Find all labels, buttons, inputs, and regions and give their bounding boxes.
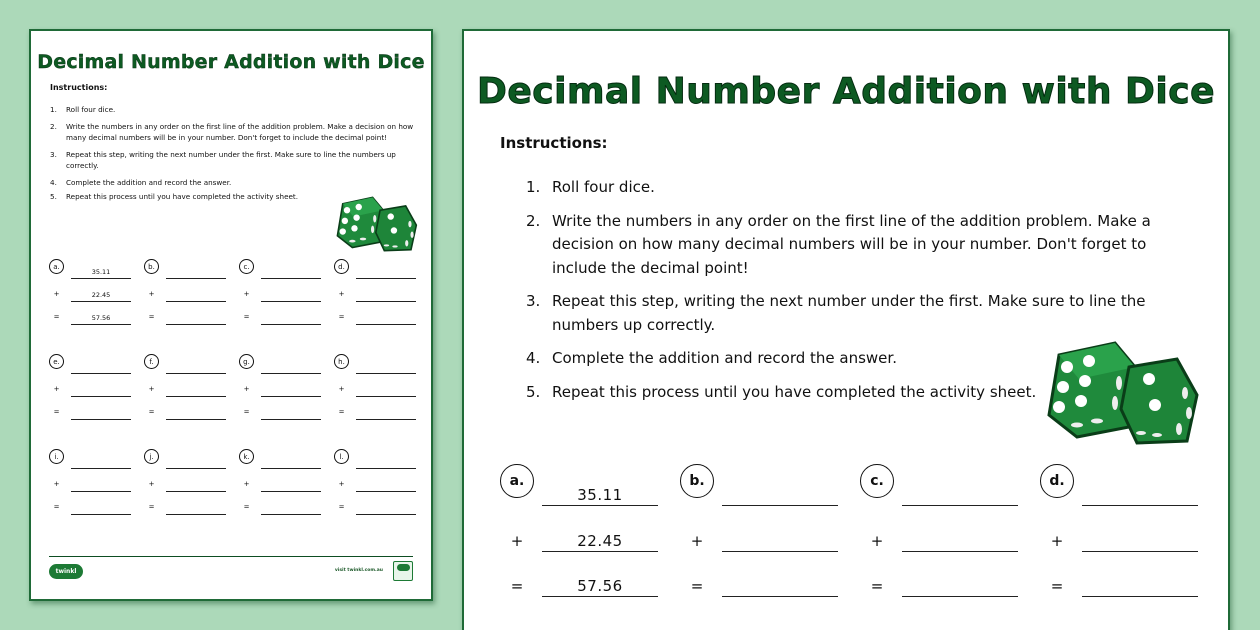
first-number-line[interactable] bbox=[71, 457, 131, 469]
answer-line[interactable] bbox=[902, 575, 1018, 597]
answer-line[interactable] bbox=[356, 503, 416, 515]
answer-line[interactable] bbox=[356, 313, 416, 325]
first-number-line[interactable] bbox=[261, 267, 321, 279]
second-number-line[interactable] bbox=[261, 480, 321, 492]
equals-sign: = bbox=[53, 408, 60, 416]
worksheet-title: Decimal Number Addition with Dice bbox=[476, 71, 1216, 112]
first-number-line[interactable] bbox=[1082, 484, 1198, 506]
answer-line[interactable] bbox=[166, 503, 226, 515]
plus-sign: + bbox=[53, 480, 60, 488]
second-number-line[interactable] bbox=[166, 290, 226, 302]
first-number-line[interactable] bbox=[356, 267, 416, 279]
problem-l bbox=[334, 449, 416, 519]
answer-line[interactable] bbox=[261, 313, 321, 325]
instructions-heading: Instructions: bbox=[50, 83, 108, 92]
twinkl-logo: twinkl bbox=[49, 564, 83, 579]
problem-label-circle: l. bbox=[334, 449, 349, 464]
equals-sign: = bbox=[148, 408, 155, 416]
second-number-line[interactable] bbox=[166, 385, 226, 397]
first-number-line[interactable] bbox=[722, 484, 838, 506]
worksheet-title: Decimal Number Addition with Dice bbox=[37, 51, 425, 73]
plus-sign: + bbox=[870, 532, 884, 550]
problem-b bbox=[680, 464, 836, 604]
instruction-item: 3. Repeat this step, writing the next number under the first. Make sure to line the numbers up correctly. bbox=[50, 150, 396, 170]
instruction-item: 4. Complete the addition and record the answer. bbox=[50, 178, 232, 187]
problem-label-circle: h. bbox=[334, 354, 349, 369]
equals-sign: = bbox=[53, 313, 60, 321]
second-number-line[interactable] bbox=[902, 530, 1018, 552]
equals-sign: = bbox=[338, 408, 345, 416]
answer-line[interactable] bbox=[166, 408, 226, 420]
problem-label-circle: k. bbox=[239, 449, 254, 464]
problem-label-circle: d. bbox=[1040, 464, 1074, 498]
answer-line[interactable] bbox=[722, 575, 838, 597]
dice-icon bbox=[331, 194, 419, 252]
equals-sign: = bbox=[243, 408, 250, 416]
plus-sign: + bbox=[148, 385, 155, 393]
second-number-line[interactable] bbox=[356, 480, 416, 492]
worksheet-preview-full bbox=[29, 29, 433, 601]
dice-icon bbox=[1037, 337, 1202, 445]
problem-f bbox=[144, 354, 226, 424]
instructions-list bbox=[50, 104, 420, 208]
problem-label-circle: g. bbox=[239, 354, 254, 369]
answer-line[interactable] bbox=[166, 313, 226, 325]
second-number-line[interactable] bbox=[166, 480, 226, 492]
instruction-item: 2. Write the numbers in any order on the first line of the addition problem. Make a decision on how many decimal numbers will be in your number. Don't forget to include the decimal point! bbox=[50, 122, 414, 142]
footer-divider bbox=[49, 556, 413, 557]
problem-label-circle: a. bbox=[500, 464, 534, 498]
plus-sign: + bbox=[53, 385, 60, 393]
problem-label-circle: i. bbox=[49, 449, 64, 464]
plus-sign: + bbox=[690, 532, 704, 550]
second-number-line[interactable] bbox=[71, 385, 131, 397]
answer-line[interactable] bbox=[356, 408, 416, 420]
problem-label-circle: c. bbox=[239, 259, 254, 274]
plus-sign: + bbox=[510, 532, 524, 550]
first-number-line[interactable]: 35.11 bbox=[71, 267, 131, 279]
problem-label-circle: b. bbox=[680, 464, 714, 498]
equals-sign: = bbox=[148, 503, 155, 511]
problem-label-circle: c. bbox=[860, 464, 894, 498]
worksheet-preview-zoomed bbox=[462, 29, 1230, 630]
plus-sign: + bbox=[243, 385, 250, 393]
first-number-line[interactable] bbox=[166, 267, 226, 279]
answer-line[interactable]: 57.56 bbox=[542, 575, 658, 597]
first-number-line[interactable] bbox=[261, 457, 321, 469]
problem-a bbox=[500, 464, 656, 604]
second-number-line[interactable] bbox=[356, 385, 416, 397]
instruction-item: 3. Repeat this step, writing the next number under the first. Make sure to line the numbers up correctly. bbox=[526, 292, 1146, 334]
instruction-item: 2. Write the numbers in any order on the first line of the addition problem. Make a decision on how many decimal numbers will be in your number. Don't forget to include the decimal point! bbox=[526, 211, 1151, 277]
problem-k bbox=[239, 449, 321, 519]
second-number-line[interactable]: 22.45 bbox=[71, 290, 131, 302]
second-number-line[interactable] bbox=[1082, 530, 1198, 552]
second-number-line[interactable] bbox=[261, 385, 321, 397]
instruction-item: 1. Roll four dice. bbox=[526, 178, 655, 196]
plus-sign: + bbox=[243, 480, 250, 488]
problem-d bbox=[1040, 464, 1196, 604]
problem-b bbox=[144, 259, 226, 329]
problem-a bbox=[49, 259, 131, 329]
problem-j bbox=[144, 449, 226, 519]
answer-line[interactable] bbox=[71, 503, 131, 515]
equals-sign: = bbox=[690, 577, 704, 595]
second-number-line[interactable] bbox=[261, 290, 321, 302]
answer-line[interactable] bbox=[261, 408, 321, 420]
equals-sign: = bbox=[1050, 577, 1064, 595]
equals-sign: = bbox=[243, 503, 250, 511]
answer-line[interactable] bbox=[261, 503, 321, 515]
plus-sign: + bbox=[338, 385, 345, 393]
first-number-line[interactable] bbox=[902, 484, 1018, 506]
first-number-line[interactable] bbox=[71, 362, 131, 374]
problem-label-circle: b. bbox=[144, 259, 159, 274]
problem-label-circle: a. bbox=[49, 259, 64, 274]
equals-sign: = bbox=[243, 313, 250, 321]
problem-g bbox=[239, 354, 321, 424]
equals-sign: = bbox=[510, 577, 524, 595]
instruction-item: 4. Complete the addition and record the answer. bbox=[526, 349, 897, 367]
plus-sign: + bbox=[243, 290, 250, 298]
second-number-line[interactable] bbox=[722, 530, 838, 552]
problem-label-circle: e. bbox=[49, 354, 64, 369]
instruction-item: 5. Repeat this process until you have completed the activity sheet. bbox=[526, 382, 1037, 401]
plus-sign: + bbox=[338, 290, 345, 298]
answer-line[interactable] bbox=[71, 408, 131, 420]
equals-sign: = bbox=[53, 503, 60, 511]
problem-c bbox=[860, 464, 1016, 604]
first-number-line[interactable] bbox=[356, 457, 416, 469]
first-number-line[interactable] bbox=[166, 362, 226, 374]
problem-i bbox=[49, 449, 131, 519]
answer-line[interactable] bbox=[1082, 575, 1198, 597]
equals-sign: = bbox=[338, 503, 345, 511]
first-number-line[interactable] bbox=[166, 457, 226, 469]
first-number-line[interactable]: 35.11 bbox=[542, 484, 658, 506]
problem-e bbox=[49, 354, 131, 424]
plus-sign: + bbox=[148, 290, 155, 298]
problem-c bbox=[239, 259, 321, 329]
instruction-item: 5. Repeat this process until you have completed the activity sheet. bbox=[50, 192, 299, 201]
first-number-line[interactable] bbox=[356, 362, 416, 374]
answer-line[interactable]: 57.56 bbox=[71, 313, 131, 325]
second-number-line[interactable] bbox=[71, 480, 131, 492]
problem-d bbox=[334, 259, 416, 329]
problem-label-circle: j. bbox=[144, 449, 159, 464]
plus-sign: + bbox=[338, 480, 345, 488]
instruction-item: 1. Roll four dice. bbox=[50, 105, 116, 114]
second-number-line[interactable]: 22.45 bbox=[542, 530, 658, 552]
problem-label-circle: d. bbox=[334, 259, 349, 274]
quality-badge-icon bbox=[393, 561, 413, 581]
problem-h bbox=[334, 354, 416, 424]
equals-sign: = bbox=[338, 313, 345, 321]
first-number-line[interactable] bbox=[261, 362, 321, 374]
problem-label-circle: f. bbox=[144, 354, 159, 369]
plus-sign: + bbox=[53, 290, 60, 298]
instructions-heading: Instructions: bbox=[500, 134, 608, 152]
plus-sign: + bbox=[1050, 532, 1064, 550]
second-number-line[interactable] bbox=[356, 290, 416, 302]
plus-sign: + bbox=[148, 480, 155, 488]
equals-sign: = bbox=[148, 313, 155, 321]
equals-sign: = bbox=[870, 577, 884, 595]
visit-link-text: visit twinkl.com.au bbox=[334, 568, 383, 573]
